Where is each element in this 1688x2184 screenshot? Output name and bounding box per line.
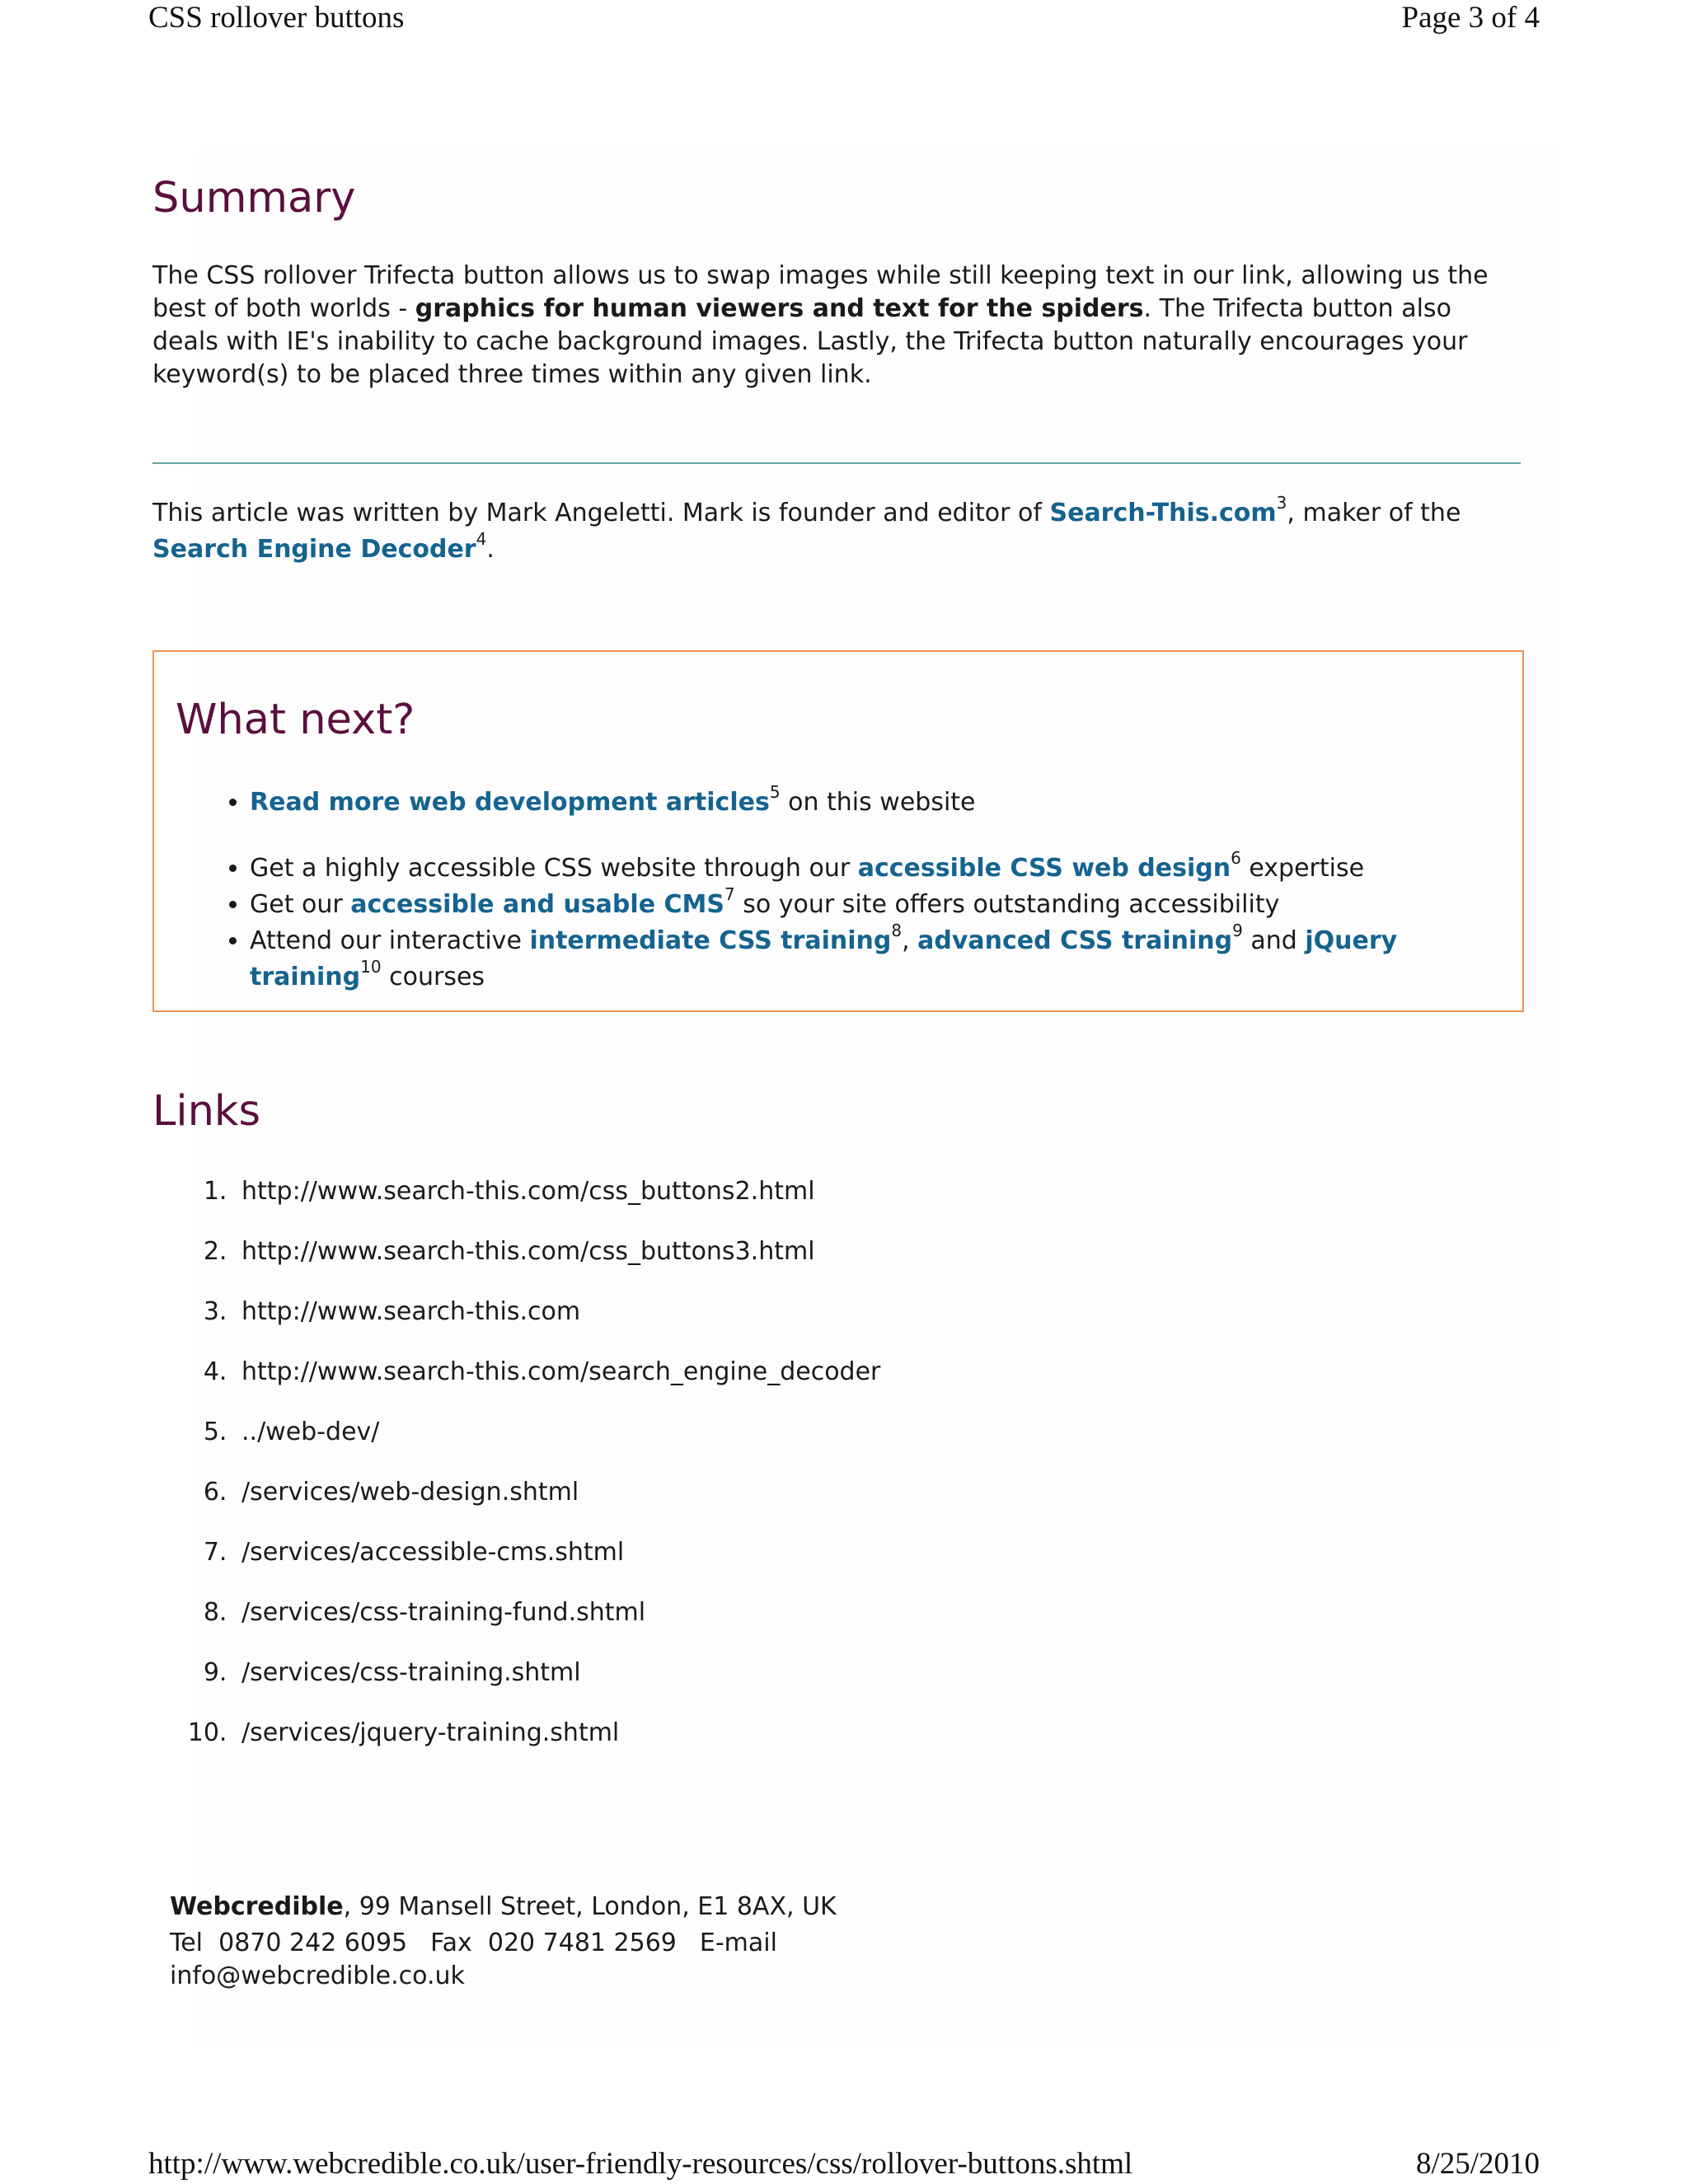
item-text: expertise — [1240, 854, 1365, 883]
address-line-1 — [170, 1891, 837, 1924]
link-item: 1. http://www.search-this.com/css_buttons2.html — [235, 1175, 1521, 1208]
author-text-3: . — [486, 535, 495, 565]
link-item: 4. http://www.search-this.com/search_engine_decoder — [235, 1356, 1521, 1389]
accessible-css-web-design-link[interactable]: accessible CSS web design — [857, 854, 1231, 883]
email-address: info@webcredible.co.uk — [170, 1961, 465, 1990]
link-item: 6. /services/web-design.shtml — [235, 1476, 1521, 1509]
link-item: 9. /services/css-training.shtml — [235, 1657, 1521, 1690]
print-footer-url: http://www.webcredible.co.uk/user-friendly-resources/css/rollover-buttons.shtml — [148, 2147, 1133, 2181]
jquery-training-link[interactable]: jQuery training — [250, 926, 1398, 992]
what-next-box — [152, 650, 1524, 1012]
footnote-ref-6: 6 — [1231, 848, 1241, 869]
summary-heading: Summary — [152, 174, 356, 223]
section-divider — [152, 462, 1521, 464]
tel-label: Tel — [170, 1929, 204, 1957]
street-address: , 99 Mansell Street, London, E1 8AX, UK — [343, 1892, 837, 1921]
email-label: E-mail — [699, 1929, 777, 1957]
search-this-link[interactable]: Search-This.com — [1049, 499, 1277, 528]
address-line-2 — [170, 1927, 813, 1993]
fax-label: Fax — [430, 1929, 472, 1957]
link-item: 7. /services/accessible-cms.shtml — [235, 1536, 1521, 1569]
summary-paragraph — [152, 260, 1521, 391]
tel-number: 0870 242 6095 — [218, 1929, 408, 1957]
footnote-ref-5: 5 — [769, 782, 781, 803]
author-text-1: This article was written by Mark Angeletti. Mark is founder and editor of — [152, 499, 1050, 528]
link-item: 2. http://www.search-this.com/css_buttons3.html — [235, 1235, 1521, 1268]
item-text: , — [902, 926, 918, 956]
list-item — [250, 923, 1501, 996]
list-item — [250, 848, 1501, 887]
links-list — [152, 1175, 1521, 1750]
footnote-ref-8: 8 — [891, 921, 903, 941]
author-text-2: , maker of the — [1287, 499, 1461, 528]
item-text: and — [1242, 926, 1306, 956]
what-next-list — [176, 782, 1501, 996]
list-item — [250, 884, 1501, 923]
what-next-heading: What next? — [176, 696, 415, 745]
item-text: Attend our interactive — [250, 926, 530, 956]
footnote-ref-4: 4 — [476, 529, 487, 550]
company-name: Webcredible — [170, 1892, 344, 1921]
author-paragraph — [152, 495, 1521, 568]
print-header-page: Page 3 of 4 — [1401, 1, 1540, 35]
footnote-ref-10: 10 — [360, 957, 382, 977]
print-footer-date: 8/25/2010 — [1415, 2147, 1540, 2181]
search-engine-decoder-link[interactable]: Search Engine Decoder — [152, 535, 476, 565]
intermediate-css-training-link[interactable]: intermediate CSS training — [529, 926, 892, 956]
links-heading: Links — [152, 1087, 261, 1137]
footnote-ref-9: 9 — [1232, 921, 1243, 941]
link-item: 8. /services/css-training-fund.shtml — [235, 1596, 1521, 1629]
footnote-ref-3: 3 — [1276, 493, 1287, 513]
company-address — [170, 1891, 837, 1993]
item-text: Get our — [250, 890, 351, 920]
fax-number: 020 7481 2569 — [487, 1929, 677, 1957]
advanced-css-training-link[interactable]: advanced CSS training — [917, 926, 1233, 956]
item-text: so your site offers outstanding accessibility — [734, 890, 1280, 920]
print-header-title: CSS rollover buttons — [148, 1, 405, 35]
article-content — [152, 173, 1521, 1777]
link-item: 5. ../web-dev/ — [235, 1416, 1521, 1449]
item-text: courses — [381, 963, 485, 992]
link-item: 3. http://www.search-this.com — [235, 1296, 1521, 1329]
footnote-ref-7: 7 — [724, 884, 735, 905]
summary-text-1: The CSS rollover Trifecta button allows us to swap images while still keeping text in our link, allowing us the best of both worlds - — [152, 261, 1489, 324]
list-item — [250, 782, 1501, 821]
summary-text-2: . The Trifecta button also deals with IE's inability to cache background images. Lastly, the Trifecta button naturally encourages your keyword(s) to be placed three times within any given link. — [152, 294, 1468, 390]
item-text: on this website — [780, 788, 976, 818]
link-item: 10. /services/jquery-training.shtml — [235, 1717, 1521, 1750]
web-dev-articles-link[interactable]: Read more web development articles — [250, 788, 770, 818]
item-text: Get a highly accessible CSS website through our — [250, 854, 858, 883]
summary-bold-text: graphics for human viewers and text for the spiders — [415, 294, 1144, 324]
accessible-usable-cms-link[interactable]: accessible and usable CMS — [350, 890, 724, 920]
